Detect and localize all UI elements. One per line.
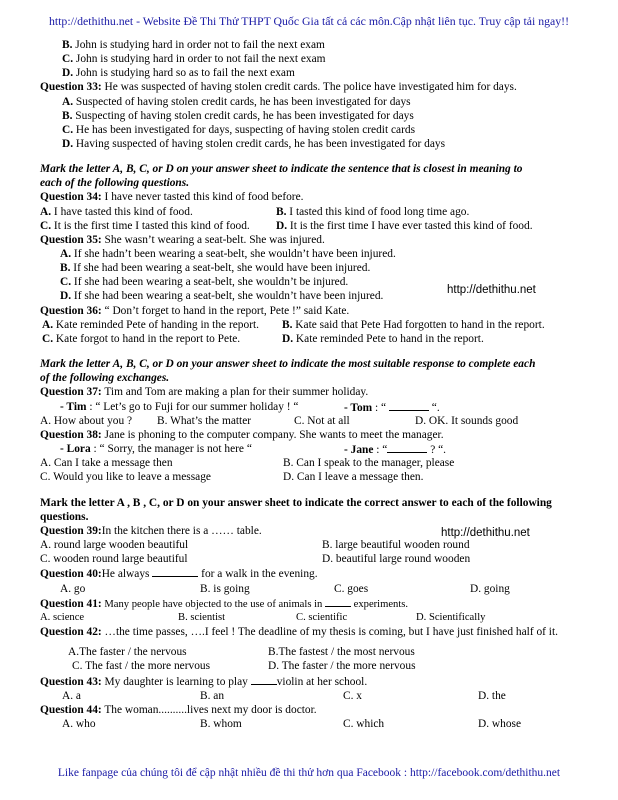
q38-dialogue: - Lora : “ Sorry, the manager is not here “ - Jane : “ ? “. xyxy=(60,443,447,457)
q44-stem: Question 44: The woman..........lives next my door is doctor. xyxy=(40,703,317,716)
q34-options-row-1 xyxy=(40,205,585,219)
q35-option-a: A. If she hadn’t been wearing a seat-belt, she wouldn’t have been injured. xyxy=(60,248,396,261)
q36-option-d: D. Kate reminded Pete to hand in the report. xyxy=(282,332,484,345)
q33-option-b: B. Suspecting of having stolen credit cards, he has been investigated for days xyxy=(62,109,414,122)
q36-stem: Question 36: “ Don’t forget to hand in the report, Pete !” said Kate. xyxy=(40,304,350,317)
q41-answer-blank xyxy=(325,596,351,607)
q43-stem: Question 43: My daughter is learning to play violin at her school. xyxy=(40,675,368,688)
q37-answer-blank xyxy=(389,400,429,411)
q42-options-row-2: C. The fast / the more nervous D. The faster / the more nervous xyxy=(72,660,416,673)
section-3-instruction-line-2: questions. xyxy=(40,510,89,523)
q42-options-row-1: A.The faster / the nervous B.The fastest / the most nervous xyxy=(68,646,415,659)
q39-stem: Question 39:In the kitchen there is a …… table. xyxy=(40,524,262,537)
q34-option-b: B. I tasted this kind of food long time ago. xyxy=(276,205,470,218)
q40-answer-blank xyxy=(152,566,198,577)
watermark-link-2[interactable]: http://dethithu.net xyxy=(441,527,530,539)
section-2-instruction-line-2: of the following exchanges. xyxy=(40,372,170,385)
q35-option-d: D. If she had been wearing a seat-belt, she wouldn’t have been injured. xyxy=(60,290,384,303)
q33-stem: Question 33: He was suspected of having stolen credit cards. The police have investigated him for days. xyxy=(40,81,517,94)
q36-option-b: B. Kate said that Pete Had forgotten to hand in the report. xyxy=(282,318,545,331)
q37-options: A. How about you ? B. What’s the matter C. Not at all D. OK. It sounds good xyxy=(40,414,519,427)
q32-option-c: C. John is studying hard in order to not fail the next exam xyxy=(62,53,326,66)
section-3-instruction-line-1: Mark the letter A , B , C, or D on your answer sheet to indicate the correct answer to each of the following xyxy=(40,496,552,509)
q37-dialogue: - Tim : “ Let’s go to Fuji for our summer holiday ! “ - Tom : “ “. xyxy=(60,400,440,414)
q38-options-row-1: A. Can I take a message then B. Can I speak to the manager, please xyxy=(40,457,455,470)
q35-stem: Question 35: She wasn’t wearing a seat-belt. She was injured. xyxy=(40,233,325,246)
q38-stem: Question 38: Jane is phoning to the computer company. She wants to meet the manager. xyxy=(40,428,444,441)
q36-options-row-1 xyxy=(40,318,585,332)
q36-option-a: A. Kate reminded Pete of handing in the report. xyxy=(42,318,259,331)
q42-stem: Question 42: …the time passes, ….I feel ! The deadline of my thesis is coming, but I have just finished half of it. xyxy=(40,626,558,639)
section-2-instruction-line-1: Mark the letter A, B, C, or D on your answer sheet to indicate the most suitable response to complete each xyxy=(40,358,536,371)
q33-option-c: C. He has been investigated for days, suspecting of having stolen credit cards xyxy=(62,123,416,136)
footer-link[interactable]: Like fanpage của chúng tôi để cập nhật nhiều đề thi thử hơn qua Facebook : http://facebook.com/dethithu.net xyxy=(57,767,561,779)
q36-option-c: C. Kate forgot to hand in the report to Pete. xyxy=(42,332,241,345)
q34-option-d: D. It is the first time I have ever tasted this kind of food. xyxy=(276,219,533,232)
q38-options-row-2: C. Would you like to leave a message D. Can I leave a message then. xyxy=(40,471,424,484)
header-link[interactable]: http://dethithu.net - Website Đề Thi Thử THPT Quốc Gia tất cả các môn.Cập nhật liên tục. Truy cập tải ngay!! xyxy=(48,14,570,28)
q35-option-c: C. If she had been wearing a seat-belt, she wouldn’t be injured. xyxy=(60,276,349,289)
q44-options: A. who B. whom C. which D. whose xyxy=(62,718,522,731)
q38-answer-blank xyxy=(387,442,427,453)
q33-option-d: D. Having suspected of having stolen credit cards, he has been investigated for days xyxy=(62,137,446,150)
section-1-instruction-line-2: each of the following questions. xyxy=(40,177,190,190)
q35-option-b: B. If she had been wearing a seat-belt, she would have been injured. xyxy=(60,262,371,275)
q43-options: A. a B. an C. x D. the xyxy=(62,689,506,702)
q34-stem: Question 34: I have never tasted this kind of food before. xyxy=(40,191,304,204)
exam-content xyxy=(40,38,585,731)
q34-option-a: A. I have tasted this kind of food. xyxy=(40,205,193,218)
watermark-link-1[interactable]: http://dethithu.net xyxy=(447,284,536,296)
q41-options: A. science B. scientist C. scientific D. Scientifically xyxy=(40,611,486,623)
q33-option-a: A. Suspected of having stolen credit cards, he has been investigated for days xyxy=(62,95,411,108)
q37-stem: Question 37: Tim and Tom are making a plan for their summer holiday. xyxy=(40,386,369,399)
q41-stem: Question 41: Many people have objected to the use of animals in experiments. xyxy=(40,597,409,610)
q34-options-row-2 xyxy=(40,219,585,233)
q32-option-b: B. John is studying hard in order not to fail the next exam xyxy=(62,39,325,51)
q40-options: A. go B. is going C. goes D. going xyxy=(60,582,510,595)
q39-options-row-1: A. round large wooden beautiful B. large beautiful wooden round xyxy=(40,539,470,552)
section-1-instruction-line-1: Mark the letter A, B, C, or D on your answer sheet to indicate the sentence that is closest in meaning to xyxy=(40,163,523,176)
q39-options-row-2: C. wooden round large beautiful D. beautiful large round wooden xyxy=(40,553,471,566)
q32-option-d: D. John is studying hard so as to fail the next exam xyxy=(62,67,295,80)
q43-answer-blank xyxy=(251,674,277,685)
q36-options-row-2 xyxy=(40,332,585,346)
q40-stem: Question 40:He always for a walk in the evening. xyxy=(40,568,318,581)
q34-option-c: C. It is the first time I tasted this kind of food. xyxy=(40,219,250,232)
